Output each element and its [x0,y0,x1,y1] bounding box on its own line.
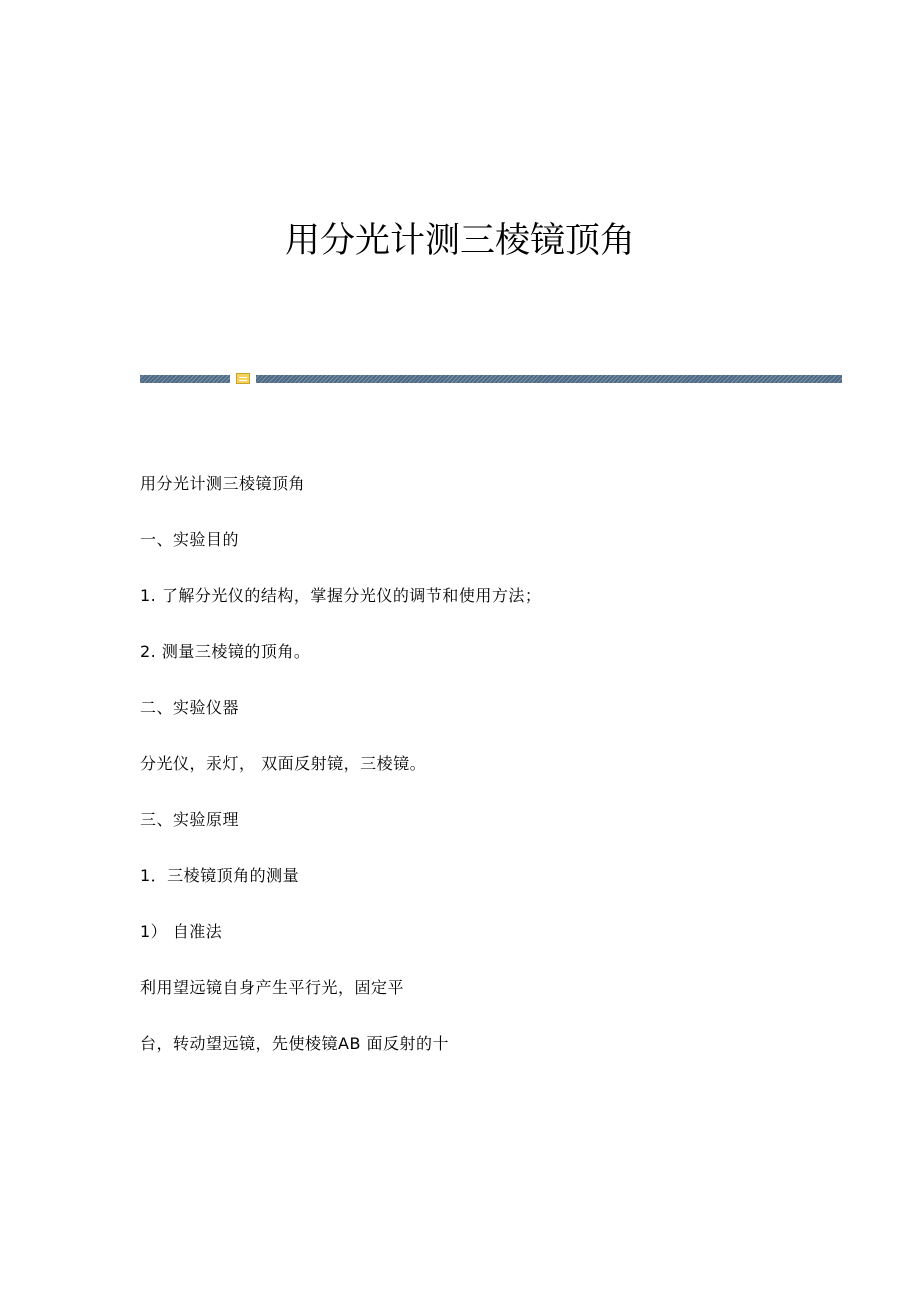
body-paragraph-line-1: 利用望远镜自身产生平行光，固定平 [140,978,405,997]
objective-item-1: 1. 了解分光仪的结构，掌握分光仪的调节和使用方法； [140,586,542,605]
section-heading-objectives: 一、实验目的 [140,530,240,549]
divider-bar-right [256,375,842,383]
section-heading-instruments: 二、实验仪器 [140,698,240,717]
section-heading-principle: 三、实验原理 [140,810,240,829]
document-body [140,470,860,1086]
instrument-list: 分光仪，汞灯， 双面反射镜，三棱镜。 [140,754,427,773]
paragraph-heading: 用分光计测三棱镜顶角 [140,474,306,493]
document-title: 用分光计测三棱镜顶角 [284,221,635,261]
objective-item-2: 2. 测量三棱镜的顶角。 [140,642,311,661]
divider-bar-left [140,375,230,383]
divider-ornament-icon [236,373,250,384]
method-heading-autocollimation: 1） 自准法 [140,922,223,941]
body-paragraph-line-2: 台，转动望远镜，先使棱镜AB 面反射的十 [140,1034,450,1053]
subsection-heading-apex-angle: 1．三棱镜顶角的测量 [140,866,300,885]
title-divider [140,374,842,384]
